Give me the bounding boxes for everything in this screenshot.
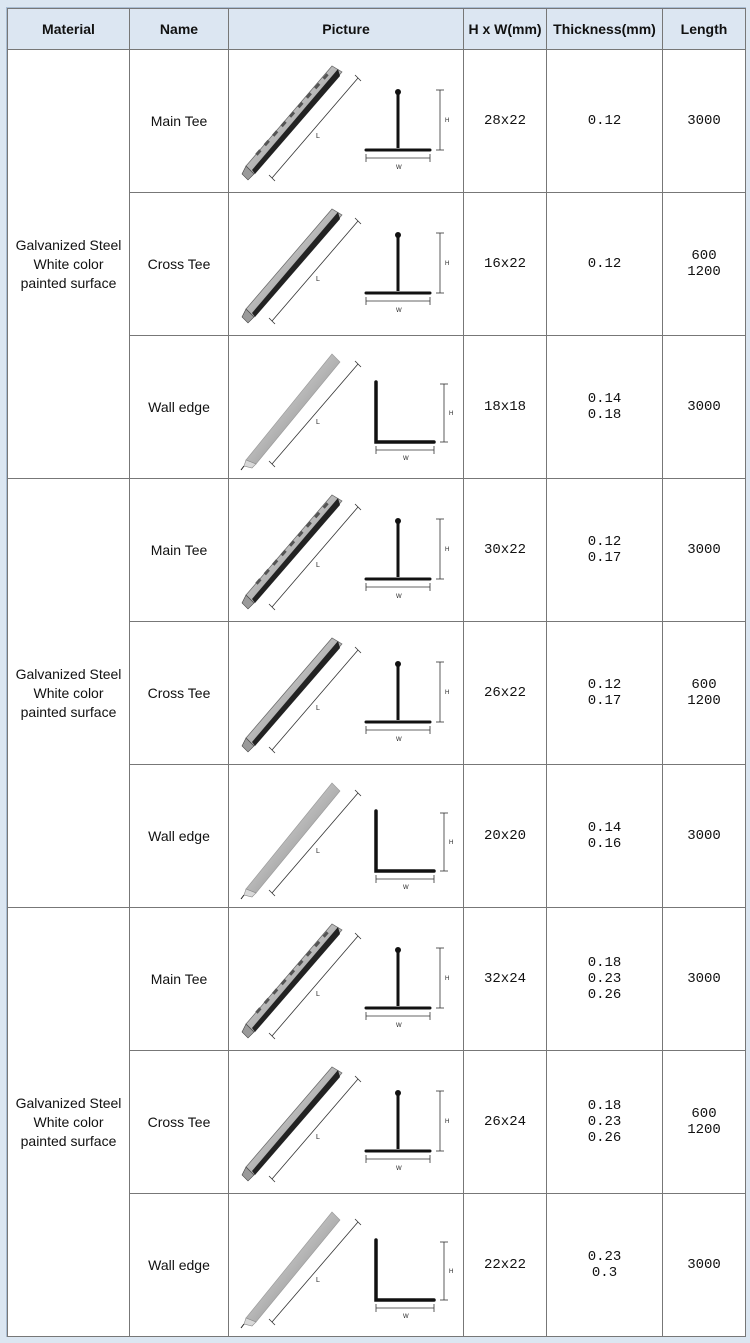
thickness-value: 0.17 (587, 693, 622, 709)
name-cell: Cross Tee (130, 622, 229, 765)
name-cell: Main Tee (130, 50, 229, 193)
picture-cell (229, 765, 464, 908)
length-dim-label: L (316, 562, 320, 569)
header-material: Material (8, 9, 130, 50)
cross-profile-image (242, 209, 342, 323)
table-row (8, 479, 746, 622)
length-value: 1200 (687, 264, 721, 280)
cross-profile-image (242, 638, 342, 752)
height-dim-label: H (445, 118, 450, 124)
length-value: 600 (691, 677, 717, 693)
length-value: 3000 (687, 113, 721, 129)
length-value: 600 (691, 248, 717, 264)
name-cell: Cross Tee (130, 193, 229, 336)
length-cell (663, 193, 746, 336)
length-cell (663, 765, 746, 908)
material-cell (8, 479, 130, 908)
thickness-cell (547, 1051, 663, 1194)
hxw-cell: 28x22 (464, 50, 547, 193)
picture-cell (229, 50, 464, 193)
length-cell (663, 622, 746, 765)
spec-table-body (8, 50, 746, 1337)
header-name: Name (130, 9, 229, 50)
spec-table-frame (6, 7, 746, 1337)
length-dim-label: L (316, 276, 320, 283)
main-profile-image (242, 495, 342, 609)
wall-profile-drawing (236, 342, 456, 472)
length-dim-label: L (316, 419, 320, 426)
length-cell (663, 1194, 746, 1337)
material-line: Galvanized Steel (15, 1094, 122, 1111)
thickness-cell (547, 193, 663, 336)
width-dim-label: W (403, 1314, 409, 1320)
hxw-cell: 16x22 (464, 193, 547, 336)
length-value: 600 (691, 1106, 717, 1122)
thickness-cell (547, 1194, 663, 1337)
length-value: 3000 (687, 1257, 721, 1273)
picture-cell (229, 336, 464, 479)
width-dim-label: W (396, 737, 402, 743)
main-profile-drawing (236, 485, 456, 615)
thickness-cell (547, 908, 663, 1051)
height-dim-label: H (449, 1269, 454, 1275)
wall-cross-section (376, 811, 453, 891)
name-cell: Main Tee (130, 479, 229, 622)
thickness-value: 0.16 (587, 836, 622, 852)
hxw-cell: 22x22 (464, 1194, 547, 1337)
width-dim-label: W (403, 885, 409, 891)
main-profile-drawing (236, 914, 456, 1044)
thickness-value: 0.12 (587, 113, 622, 129)
material-line: painted surface (20, 1132, 117, 1149)
picture-cell (229, 908, 464, 1051)
cross-profile-drawing (236, 1057, 456, 1187)
height-dim-label: H (445, 261, 450, 267)
cross-cross-section (366, 1090, 449, 1172)
height-dim-label: H (445, 1119, 450, 1125)
height-dim-label: H (445, 690, 450, 696)
thickness-cell (547, 50, 663, 193)
header-thickness: Thickness(mm) (547, 9, 663, 50)
thickness-value: 0.18 (587, 407, 622, 423)
table-row (8, 908, 746, 1051)
height-dim-label: H (445, 976, 450, 982)
thickness-value: 0.3 (591, 1265, 618, 1281)
thickness-value: 0.17 (587, 550, 622, 566)
wall-profile-image (241, 783, 340, 899)
thickness-value: 0.14 (587, 391, 622, 407)
name-cell: Wall edge (130, 1194, 229, 1337)
thickness-value: 0.12 (587, 256, 622, 272)
material-line: White color (33, 255, 104, 272)
table-row (8, 50, 746, 193)
header-hxw: H x W(mm) (464, 9, 547, 50)
length-dim-label: L (316, 991, 320, 998)
thickness-cell (547, 479, 663, 622)
wall-cross-section (376, 1240, 453, 1320)
cross-profile-drawing (236, 628, 456, 758)
cross-cross-section (366, 232, 449, 314)
length-cell (663, 336, 746, 479)
header-length: Length (663, 9, 746, 50)
wall-profile-image (241, 1212, 340, 1328)
material-line: Galvanized Steel (15, 665, 122, 682)
thickness-value: 0.14 (587, 820, 622, 836)
length-dim-label: L (316, 1277, 320, 1284)
wall-profile-drawing (236, 771, 456, 901)
picture-cell (229, 1051, 464, 1194)
hxw-cell: 20x20 (464, 765, 547, 908)
picture-cell (229, 622, 464, 765)
height-dim-label: H (449, 840, 454, 846)
length-value: 3000 (687, 971, 721, 987)
width-dim-label: W (396, 1023, 402, 1029)
wall-cross-section (376, 382, 453, 462)
height-dim-label: H (449, 411, 454, 417)
cross-profile-image (242, 1067, 342, 1181)
material-line: White color (33, 684, 104, 701)
width-dim-label: W (396, 1166, 402, 1172)
height-dim-label: H (445, 547, 450, 553)
header-row (8, 9, 746, 50)
length-cell (663, 479, 746, 622)
material-line: Galvanized Steel (15, 236, 122, 253)
length-cell (663, 50, 746, 193)
name-cell: Main Tee (130, 908, 229, 1051)
width-dim-label: W (403, 456, 409, 462)
hxw-cell: 18x18 (464, 336, 547, 479)
material-cell (8, 50, 130, 479)
spec-table (7, 8, 746, 1337)
wall-profile-drawing (236, 1200, 456, 1330)
length-dim-label: L (316, 848, 320, 855)
main-profile-drawing (236, 56, 456, 186)
wall-profile-image (241, 354, 340, 470)
main-cross-section (366, 518, 449, 600)
hxw-cell: 26x22 (464, 622, 547, 765)
thickness-cell (547, 765, 663, 908)
thickness-value: 0.26 (587, 987, 622, 1003)
length-value: 3000 (687, 828, 721, 844)
cross-profile-drawing (236, 199, 456, 329)
thickness-value: 0.23 (587, 1249, 622, 1265)
length-value: 3000 (687, 542, 721, 558)
width-dim-label: W (396, 308, 402, 314)
main-cross-section (366, 89, 449, 171)
material-line: White color (33, 1113, 104, 1130)
picture-cell (229, 479, 464, 622)
header-picture: Picture (229, 9, 464, 50)
main-profile-image (242, 924, 342, 1038)
thickness-value: 0.23 (587, 971, 622, 987)
name-cell: Wall edge (130, 336, 229, 479)
thickness-value: 0.23 (587, 1114, 622, 1130)
thickness-value: 0.18 (587, 1098, 622, 1114)
picture-cell (229, 193, 464, 336)
width-dim-label: W (396, 594, 402, 600)
thickness-value: 0.18 (587, 955, 622, 971)
length-value: 1200 (687, 693, 721, 709)
hxw-cell: 32x24 (464, 908, 547, 1051)
main-profile-image (242, 66, 342, 180)
length-dim-label: L (316, 133, 320, 140)
width-dim-label: W (396, 165, 402, 171)
thickness-value: 0.12 (587, 677, 622, 693)
thickness-cell (547, 336, 663, 479)
name-cell: Wall edge (130, 765, 229, 908)
length-dim-label: L (316, 705, 320, 712)
thickness-value: 0.26 (587, 1130, 622, 1146)
picture-cell (229, 1194, 464, 1337)
length-value: 3000 (687, 399, 721, 415)
cross-cross-section (366, 661, 449, 743)
length-cell (663, 1051, 746, 1194)
length-cell (663, 908, 746, 1051)
length-value: 1200 (687, 1122, 721, 1138)
length-dim-label: L (316, 1134, 320, 1141)
main-cross-section (366, 947, 449, 1029)
hxw-cell: 30x22 (464, 479, 547, 622)
thickness-value: 0.12 (587, 534, 622, 550)
hxw-cell: 26x24 (464, 1051, 547, 1194)
material-line: painted surface (20, 703, 117, 720)
material-cell (8, 908, 130, 1337)
name-cell: Cross Tee (130, 1051, 229, 1194)
thickness-cell (547, 622, 663, 765)
material-line: painted surface (20, 274, 117, 291)
